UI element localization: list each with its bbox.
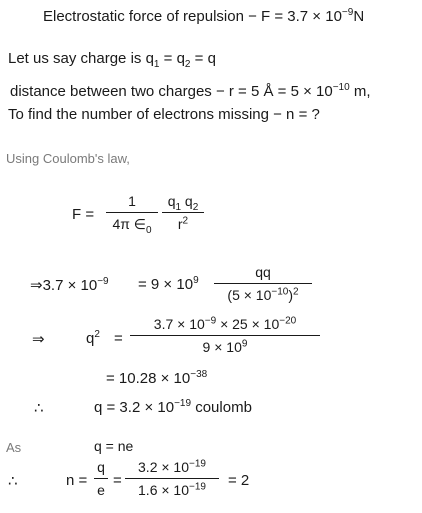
force-statement [43,8,364,26]
q1: q [167,193,176,209]
step1-den-text: (5 × 10 [227,287,272,303]
goal-text: To find the number of electrons missing − n = ? [8,106,320,123]
coulomb-den-sub: 0 [145,224,152,236]
coulomb-num-2 [162,193,204,212]
step6-f2-num-exp: −19 [189,458,206,470]
step6-eq: = [113,472,122,489]
coulomb-fraction-1 [106,193,158,236]
charge-statement [8,50,216,68]
charge-sub2: 2 [184,59,191,70]
force-text: Electrostatic force of repulsion − F = 3.7 × 10 [43,8,342,25]
step2-lhs-text: q [86,330,95,347]
step2-num [130,316,320,335]
step2-num-exp1: −9 [204,315,217,327]
r: r [177,216,183,232]
step1-lhs-text: ⇒3.7 × 10 [30,277,98,294]
distance-exp: −10 [332,82,350,93]
charge-text: Let us say charge is q [8,50,154,67]
coulomb-den-1 [106,212,158,236]
step5: q = ne [94,438,134,454]
step5-as: As [6,440,22,455]
coulomb-num-1: 1 [128,193,136,209]
q1-sub: 1 [175,201,182,213]
step4-unit: coulomb [191,399,252,416]
step6-f2-num-text: 3.2 × 10 [138,459,190,475]
step3-exp: −38 [190,369,208,380]
step2-arrow: ⇒ [32,331,45,348]
step6-f1-den: e [94,478,108,498]
force-unit: N [353,8,365,25]
step6-f2-num [125,459,219,478]
step2-den-text: 9 × 10 [202,339,242,355]
step4-text: q = 3.2 × 10 [94,399,175,416]
step1-num: qq [255,264,271,280]
step1-fraction [214,264,312,303]
distance-text: distance between two charges − r = 5 Å = 5 × 10 [10,83,333,100]
step6-f2-den-text: 1.6 × 10 [138,482,190,498]
step1-den-exp: −10 [271,286,289,298]
distance-unit: m, [349,83,371,100]
step6-f2-den-exp: −19 [189,481,206,493]
step1-lhs [30,276,109,294]
step1-den-pow: 2 [293,286,299,298]
goal-statement [8,106,320,124]
step6-fraction-1 [94,459,108,498]
step1-mid-exp: 9 [193,275,199,286]
step1-mid [138,276,199,293]
step3-text: = 10.28 × 10 [106,370,191,387]
distance-statement [10,83,371,101]
step3 [106,370,207,387]
charge-mid: = q [159,50,185,67]
q2: q [181,193,193,209]
coulomb-fraction-2 [162,193,204,232]
step6-f1-num: q [97,459,105,475]
step2-num-exp2: −20 [279,315,297,327]
force-exp: −9 [341,7,354,18]
step1-den [214,283,312,303]
r-exp: 2 [182,215,189,227]
step2-num-a: 3.7 × 10 [153,316,205,332]
step2-num-mid: × 25 × 10 [216,316,280,332]
step4 [94,399,252,416]
step4-exp: −19 [174,398,192,409]
step2-lhs-exp: 2 [94,329,100,340]
charge-sub1: 1 [153,59,160,70]
step2-fraction [130,316,320,355]
step4-therefore: ∴ [34,400,44,417]
step1-den-end: ) [288,287,294,303]
step2-eq: = [114,330,123,347]
step6-lhs: n = [66,472,88,489]
step1-mid-text: = 9 × 10 [138,276,194,293]
charge-end: = q [190,50,216,67]
step6-therefore: ∴ [8,473,18,490]
step2-lhs [86,330,100,347]
step6-fraction-2 [125,459,219,498]
step2-den-exp: 9 [241,338,248,350]
step2-den [130,335,320,355]
coulomb-den-2 [162,212,204,232]
coulomb-heading: Using Coulomb's law, [6,151,130,166]
coulomb-den-text: 4π ∈ [112,216,146,232]
step6-result: = 2 [228,472,250,489]
step6-f2-den [125,478,219,498]
coulomb-lhs: F = [72,206,95,223]
q2-sub: 2 [192,201,199,213]
step1-lhs-exp: −9 [97,276,109,287]
